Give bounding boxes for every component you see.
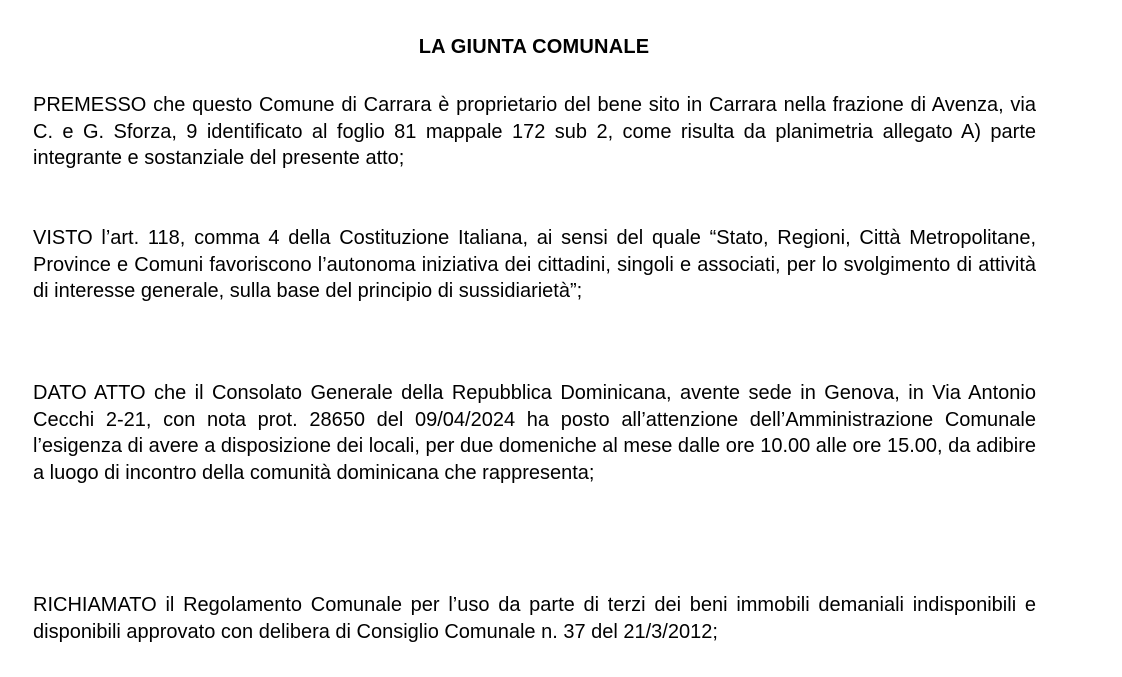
- paragraph-richiamato: RICHIAMATO il Regolamento Comunale per l’uso da parte di terzi dei beni immobili demaniali indisponibili e disponibili approvato con delibera di Consiglio Comunale n. 37 del 21/3/2012;: [33, 594, 1036, 643]
- paragraph-premesso: PREMESSO che questo Comune di Carrara è proprietario del bene sito in Carrara nella frazione di Avenza, via C. e G. Sforza, 9 identificato al foglio 81 mappale 172 sub 2, come risulta da planimetria allegato A) parte integrante e sostanziale del presente atto;: [33, 94, 1036, 169]
- paragraph-dato-atto: DATO ATTO che il Consolato Generale della Repubblica Dominicana, avente sede in Genova, in Via Antonio Cecchi 2-21, con nota prot. 28650 del 09/04/2024 ha posto all’attenzione dell’Amministrazione Comunale l’esigenza di avere a disposizione dei locali, per due domeniche al mese dalle ore 10.00 alle ore 15.00, da adibire a luogo di incontro della comunità dominicana che rappresenta;: [33, 382, 1036, 484]
- document-title: LA GIUNTA COMUNALE: [418, 36, 650, 58]
- paragraph-visto: VISTO l’art. 118, comma 4 della Costituzione Italiana, ai sensi del quale “Stato, Regioni, Città Metropolitane, Province e Comuni favoriscono l’autonoma iniziativa dei cittadini, singoli e associati, per lo svolgimento di attività di interesse generale, sulla base del principio di sussidiarietà”;: [33, 227, 1036, 302]
